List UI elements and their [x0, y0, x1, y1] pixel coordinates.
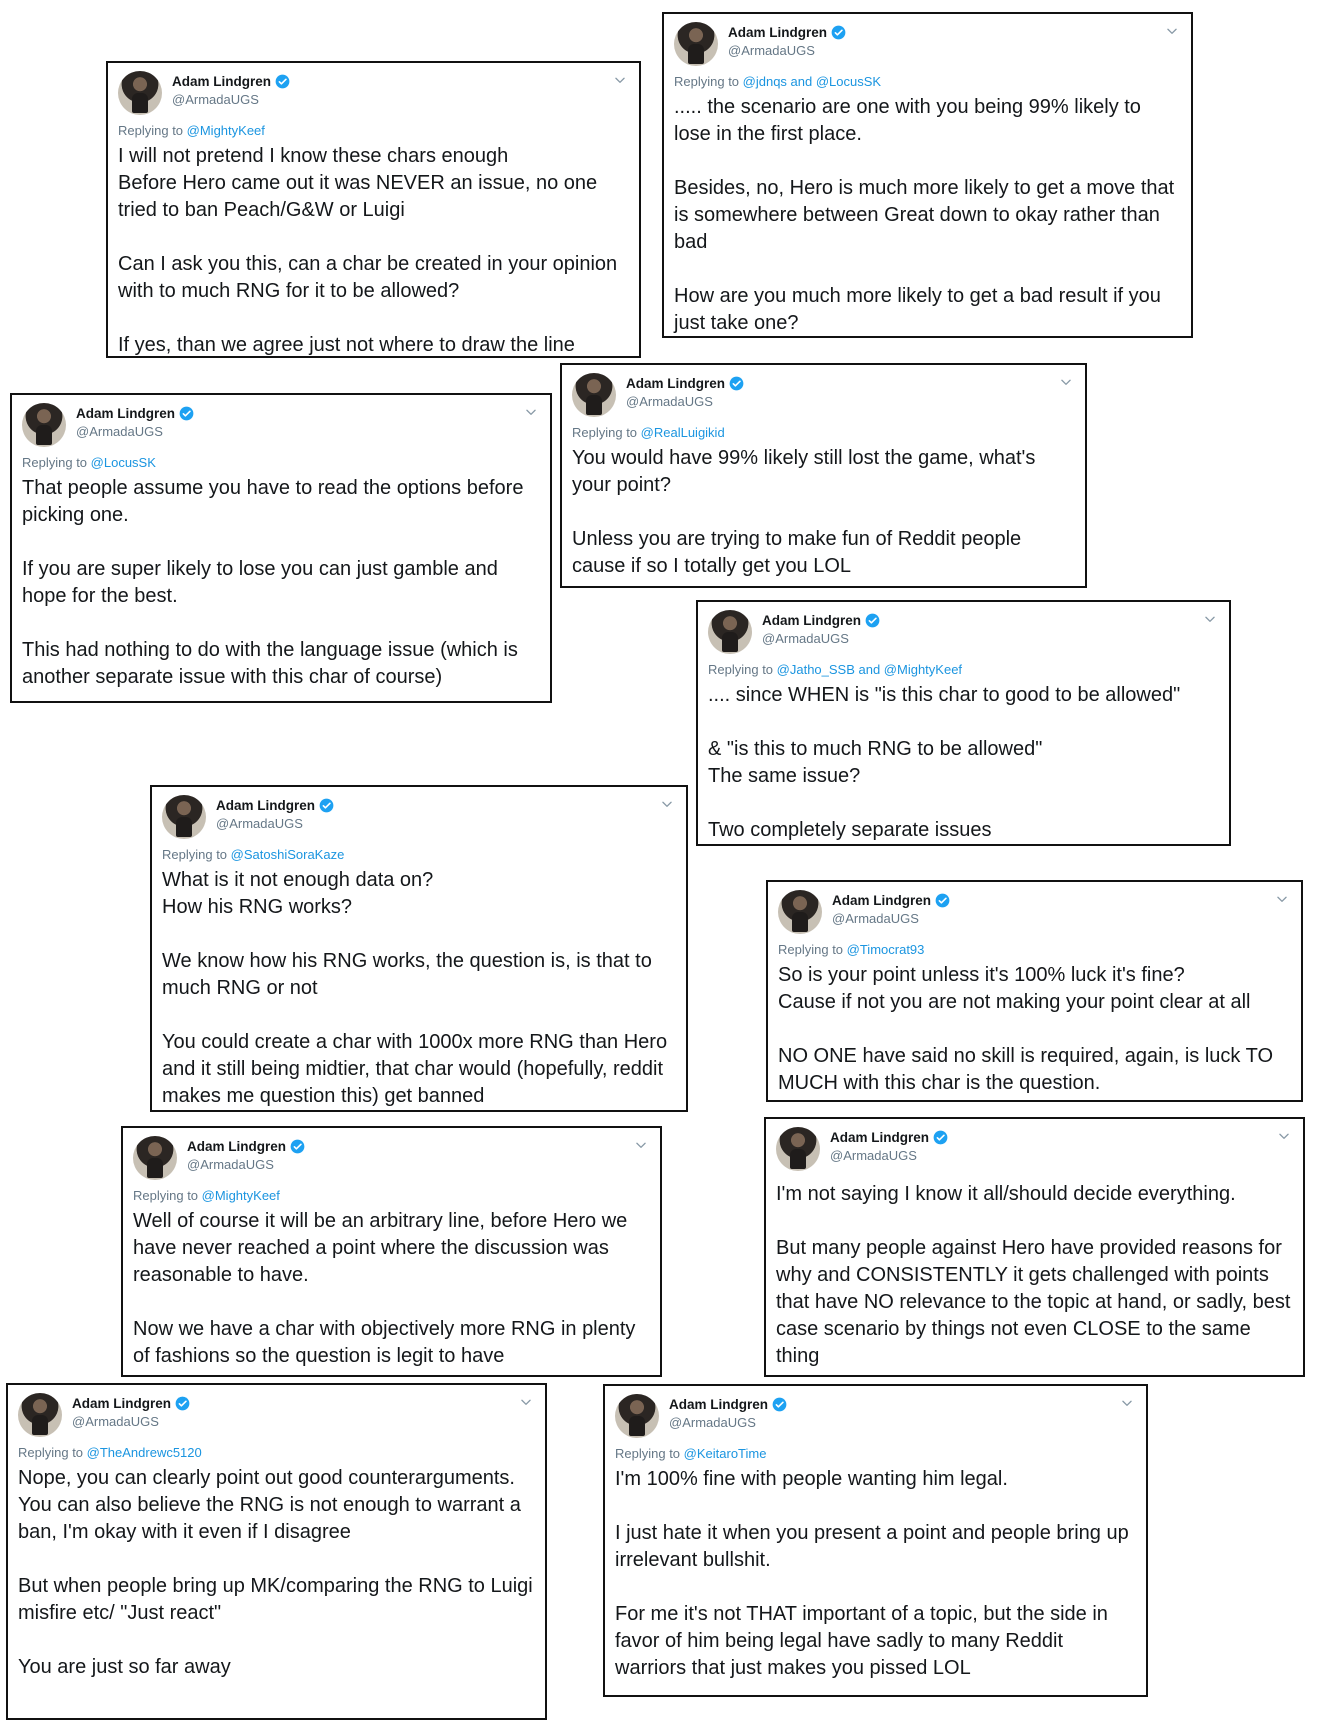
author-handle[interactable]: @ArmadaUGS: [762, 631, 849, 646]
author-handle[interactable]: @ArmadaUGS: [187, 1157, 274, 1172]
author-handle[interactable]: @ArmadaUGS: [832, 911, 919, 926]
replying-to-label: Replying to: [162, 847, 231, 862]
tweet-text: .... since WHEN is "is this char to good to be allowed" & "is this to much RNG to be allowed" The same issue? Two completely separate issues: [708, 684, 1181, 841]
author-handle[interactable]: @ArmadaUGS: [728, 43, 815, 58]
chevron-down-icon[interactable]: [1059, 375, 1073, 389]
replying-to: [778, 942, 1293, 960]
author-name[interactable]: Adam Lindgren: [172, 74, 272, 89]
avatar[interactable]: [18, 1393, 62, 1437]
tweet-text: I'm 100% fine with people wanting him legal. I just hate it when you present a point and people bring up irrelevant bullshit. For me it's not THAT important of a topic, but the side in favor of him being legal have sadly to many Reddit warriors that just makes you pissed LOL: [615, 1468, 1129, 1679]
reply-mentions[interactable]: @LocusSK: [90, 455, 156, 470]
tweet-header: [674, 22, 1183, 70]
tweet-header: [133, 1136, 652, 1184]
author-line: [172, 74, 290, 89]
verified-badge-icon: [275, 74, 290, 89]
replying-to-label: Replying to: [18, 1445, 87, 1460]
reply-mentions[interactable]: @Timocrat93: [846, 942, 925, 957]
tweet-text: ..... the scenario are one with you being 99% likely to lose in the first place. Besides, no, Hero is much more likely to get a move that is somewhere between Great down to okay rather than bad How are you much more likely to get a bad result if you just take one?: [674, 96, 1175, 334]
replying-to-label: Replying to: [615, 1446, 684, 1461]
author-handle[interactable]: @ArmadaUGS: [72, 1414, 159, 1429]
author-handle[interactable]: @ArmadaUGS: [76, 424, 163, 439]
reply-mentions[interactable]: @KeitaroTime: [683, 1446, 767, 1461]
avatar[interactable]: [162, 795, 206, 839]
tweet-text: You would have 99% likely still lost the game, what's your point? Unless you are trying to make fun of Reddit people cause if so I totally get you LOL: [572, 447, 1036, 577]
tweet-card-2: [662, 12, 1193, 338]
replying-to: [118, 123, 631, 141]
verified-badge-icon: [179, 406, 194, 421]
verified-badge-icon: [175, 1396, 190, 1411]
author-line: [72, 1396, 190, 1411]
author-name[interactable]: Adam Lindgren: [187, 1139, 287, 1154]
reply-mentions[interactable]: @MightyKeef: [186, 123, 265, 138]
chevron-down-icon[interactable]: [519, 1395, 533, 1409]
tweet-text: Nope, you can clearly point out good counterarguments. You can also believe the RNG is not enough to warrant a ban, I'm okay with it even if I disagree But when people bring up MK/comparing the RNG to Luigi misfire etc/ "Just react" You are just so far away: [18, 1467, 533, 1678]
tweet-card-6: [150, 785, 688, 1112]
replying-to-label: Replying to: [572, 425, 641, 440]
tweet-header: [708, 610, 1221, 658]
chevron-down-icon[interactable]: [1165, 24, 1179, 38]
chevron-down-icon[interactable]: [660, 797, 674, 811]
author-name[interactable]: Adam Lindgren: [762, 613, 862, 628]
reply-mentions[interactable]: @Jatho_SSB and @MightyKeef: [776, 662, 963, 677]
chevron-down-icon[interactable]: [613, 73, 627, 87]
replying-to: [674, 74, 1183, 92]
tweet-header: [776, 1127, 1295, 1175]
author-line: [187, 1139, 305, 1154]
tweet-header: [18, 1393, 537, 1441]
tweet-text: Well of course it will be an arbitrary line, before Hero we have never reached a point where the discussion was reasonable to have. Now we have a char with objectively more RNG in plenty of fashions so the question is legit to have: [133, 1210, 636, 1367]
author-handle[interactable]: @ArmadaUGS: [669, 1415, 756, 1430]
tweet-card-1: [106, 61, 641, 358]
author-line: [762, 613, 880, 628]
author-line: [626, 376, 744, 391]
chevron-down-icon[interactable]: [524, 405, 538, 419]
author-handle[interactable]: @ArmadaUGS: [172, 92, 259, 107]
tweet-text: That people assume you have to read the options before picking one. If you are super likely to lose you can just gamble and hope for the best. This had nothing to do with the language issue (which is another separate issue with this char of course): [22, 477, 524, 688]
replying-to-label: Replying to: [22, 455, 91, 470]
verified-badge-icon: [865, 613, 880, 628]
replying-to: [22, 455, 542, 473]
verified-badge-icon: [935, 893, 950, 908]
tweet-card-4: [560, 363, 1087, 588]
verified-badge-icon: [729, 376, 744, 391]
author-line: [669, 1397, 787, 1412]
tweet-text: What is it not enough data on? How his RNG works? We know how his RNG works, the question is, is that to much RNG or not You could create a char with 1000x more RNG than Hero and it still being midtier, that char would (hopefully, reddit makes me question this) get banned: [162, 869, 668, 1107]
tweet-header: [778, 890, 1293, 938]
replying-to-label: Replying to: [674, 74, 743, 89]
tweet-header: [572, 373, 1077, 421]
avatar[interactable]: [615, 1394, 659, 1438]
chevron-down-icon[interactable]: [1275, 892, 1289, 906]
verified-badge-icon: [319, 798, 334, 813]
tweet-header: [615, 1394, 1138, 1442]
author-line: [728, 25, 846, 40]
chevron-down-icon[interactable]: [1120, 1396, 1134, 1410]
avatar[interactable]: [22, 403, 66, 447]
replying-to: [133, 1188, 652, 1206]
replying-to: [18, 1445, 537, 1463]
verified-badge-icon: [772, 1397, 787, 1412]
author-line: [76, 406, 194, 421]
verified-badge-icon: [933, 1130, 948, 1145]
avatar[interactable]: [674, 22, 718, 66]
replying-to-label: Replying to: [778, 942, 847, 957]
chevron-down-icon[interactable]: [1203, 612, 1217, 626]
tweet-header: [118, 71, 631, 119]
avatar[interactable]: [133, 1136, 177, 1180]
tweet-card-10: [6, 1383, 547, 1720]
avatar[interactable]: [778, 890, 822, 934]
replying-to: [572, 425, 1077, 443]
author-name[interactable]: Adam Lindgren: [728, 25, 828, 40]
replying-to: [708, 662, 1221, 680]
tweet-header: [22, 403, 542, 451]
tweet-card-5: [696, 600, 1231, 846]
chevron-down-icon[interactable]: [1277, 1129, 1291, 1143]
author-name[interactable]: Adam Lindgren: [72, 1396, 172, 1411]
verified-badge-icon: [831, 25, 846, 40]
author-handle[interactable]: @ArmadaUGS: [626, 394, 713, 409]
avatar[interactable]: [572, 373, 616, 417]
avatar[interactable]: [708, 610, 752, 654]
tweet-card-11: [603, 1384, 1148, 1697]
replying-to-label: Replying to: [133, 1188, 202, 1203]
reply-mentions[interactable]: @MightyKeef: [201, 1188, 280, 1203]
replying-to-label: Replying to: [708, 662, 777, 677]
author-handle[interactable]: @ArmadaUGS: [216, 816, 303, 831]
chevron-down-icon[interactable]: [634, 1138, 648, 1152]
author-name[interactable]: Adam Lindgren: [216, 798, 316, 813]
tweet-card-9: [764, 1117, 1305, 1377]
author-name[interactable]: Adam Lindgren: [669, 1397, 769, 1412]
tweet-card-8: [121, 1126, 662, 1377]
verified-badge-icon: [290, 1139, 305, 1154]
reply-mentions[interactable]: @SatoshiSoraKaze: [230, 847, 345, 862]
author-name[interactable]: Adam Lindgren: [832, 893, 932, 908]
author-name[interactable]: Adam Lindgren: [626, 376, 726, 391]
author-name[interactable]: Adam Lindgren: [830, 1130, 930, 1145]
replying-to: [615, 1446, 1138, 1464]
author-handle[interactable]: @ArmadaUGS: [830, 1148, 917, 1163]
avatar[interactable]: [118, 71, 162, 115]
reply-mentions[interactable]: @TheAndrewc5120: [86, 1445, 202, 1460]
tweet-text: I will not pretend I know these chars enough Before Hero came out it was NEVER an issue, no one tried to ban Peach/G&W or Luigi Can I ask you this, can a char be created in your opinion with to much RNG for it to be allowed? If yes, than we agree just not where to draw the line: [118, 145, 618, 356]
tweet-header: [162, 795, 678, 843]
author-line: [832, 893, 950, 908]
tweet-card-3: [10, 393, 552, 703]
author-line: [216, 798, 334, 813]
avatar[interactable]: [776, 1127, 820, 1171]
replying-to: [162, 847, 678, 865]
tweet-text: I'm not saying I know it all/should decide everything. But many people against Hero have provided reasons for why and CONSISTENTLY it gets challenged with points that have NO relevance to the topic at hand, or sadly, best case scenario by things not even CLOSE to the same thing: [776, 1183, 1291, 1367]
replying-to-label: Replying to: [118, 123, 187, 138]
author-line: [830, 1130, 948, 1145]
tweet-text: So is your point unless it's 100% luck it's fine? Cause if not you are not making your point clear at all NO ONE have said no skill is required, again, is luck TO MUCH with this char is the question.: [778, 964, 1274, 1094]
reply-mentions[interactable]: @jdnqs and @LocusSK: [742, 74, 882, 89]
tweet-card-7: [766, 880, 1303, 1102]
author-name[interactable]: Adam Lindgren: [76, 406, 176, 421]
reply-mentions[interactable]: @RealLuigikid: [640, 425, 725, 440]
